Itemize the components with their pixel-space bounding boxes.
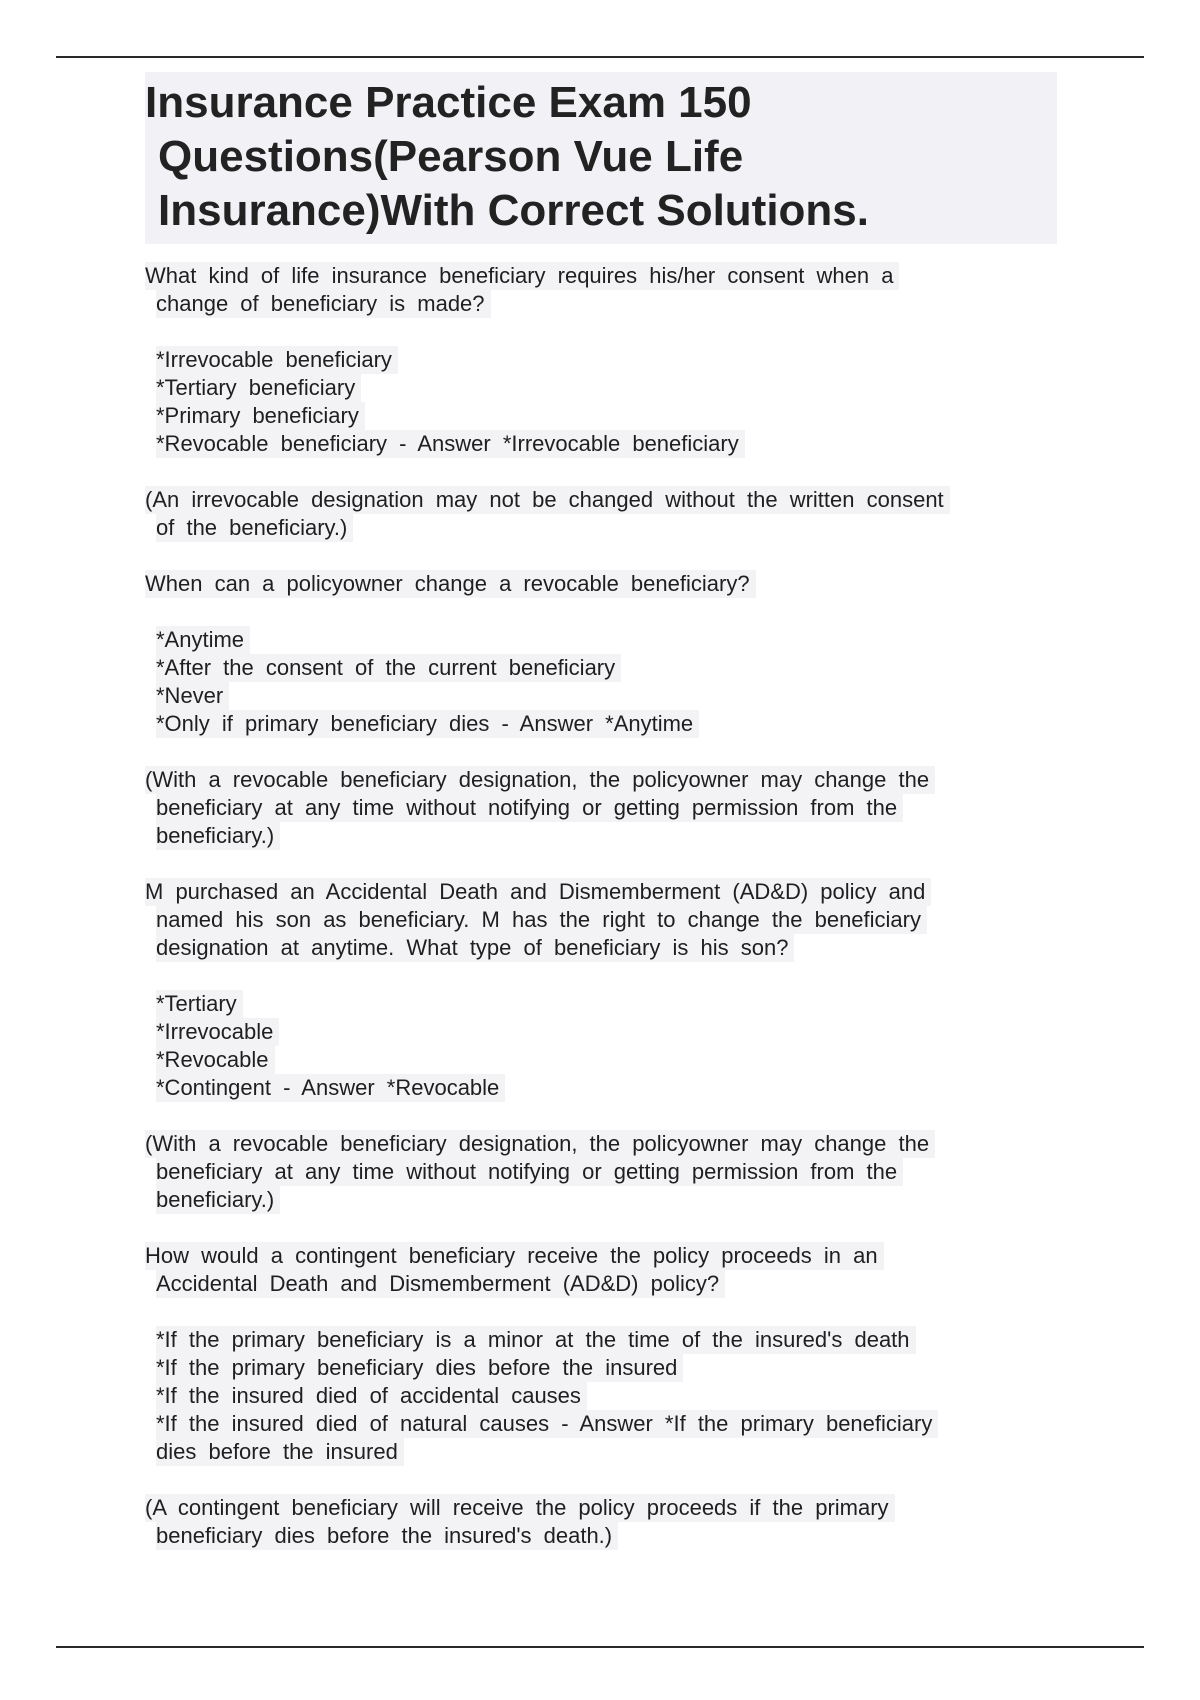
options-text: *If the primary beneficiary dies before the insured <box>156 1354 683 1382</box>
options-text: *If the primary beneficiary is a minor at the time of the insured's death <box>156 1326 916 1354</box>
explanation-text: (With a revocable beneficiary designation, the policyowner may change the <box>145 766 935 794</box>
explanation-text: beneficiary.) <box>156 822 280 850</box>
options-block <box>145 1326 1045 1466</box>
options-text: *Tertiary beneficiary <box>156 374 361 402</box>
explanation-line <box>145 1130 1045 1158</box>
options-line <box>145 1410 1045 1438</box>
explanation-text: (A contingent beneficiary will receive the policy proceeds if the primary <box>145 1494 895 1522</box>
options-line <box>145 1382 1045 1410</box>
options-line <box>145 710 1045 738</box>
explanation-line <box>145 766 1045 794</box>
question-text: Accidental Death and Dismemberment (AD&D) policy? <box>156 1270 725 1298</box>
options-text: *Contingent - Answer *Revocable <box>156 1074 505 1102</box>
options-text: *Revocable <box>156 1046 275 1074</box>
options-line <box>145 654 1045 682</box>
explanation-text: beneficiary at any time without notifying or getting permission from the <box>156 794 903 822</box>
explanation-text: of the beneficiary.) <box>156 514 353 542</box>
question-text: designation at anytime. What type of beneficiary is his son? <box>156 934 794 962</box>
options-line <box>145 430 1045 458</box>
options-text: *If the insured died of natural causes - Answer *If the primary beneficiary <box>156 1410 938 1438</box>
question-block <box>145 262 1045 318</box>
question-text: What kind of life insurance beneficiary requires his/her consent when a <box>145 262 899 290</box>
options-text: *Only if primary beneficiary dies - Answer *Anytime <box>156 710 699 738</box>
options-line <box>145 1438 1045 1466</box>
explanation-block <box>145 486 1045 542</box>
question-line <box>145 934 1045 962</box>
top-rule <box>56 56 1144 58</box>
explanation-text: (With a revocable beneficiary designation, the policyowner may change the <box>145 1130 935 1158</box>
options-text: *Irrevocable <box>156 1018 279 1046</box>
explanation-block <box>145 1130 1045 1214</box>
options-text: *Tertiary <box>156 990 243 1018</box>
explanation-line <box>145 1494 1045 1522</box>
explanation-text: beneficiary at any time without notifying or getting permission from the <box>156 1158 903 1186</box>
options-line <box>145 1326 1045 1354</box>
bottom-rule <box>56 1646 1144 1648</box>
explanation-line <box>145 486 1045 514</box>
explanation-line <box>145 1522 1045 1550</box>
question-text: When can a policyowner change a revocable beneficiary? <box>145 570 756 598</box>
explanation-text: beneficiary.) <box>156 1186 280 1214</box>
explanation-line <box>145 822 1045 850</box>
explanation-text: beneficiary dies before the insured's death.) <box>156 1522 618 1550</box>
options-text: dies before the insured <box>156 1438 404 1466</box>
options-line <box>145 1018 1045 1046</box>
question-block <box>145 570 1045 598</box>
question-block <box>145 1242 1045 1298</box>
options-line <box>145 374 1045 402</box>
explanation-line <box>145 514 1045 542</box>
question-line <box>145 878 1045 906</box>
title-line: Questions(Pearson Vue Life <box>158 132 744 181</box>
question-line <box>145 1242 1045 1270</box>
title-line: Insurance)With Correct Solutions. <box>158 186 870 235</box>
options-line <box>145 682 1045 710</box>
options-text: *Revocable beneficiary - Answer *Irrevocable beneficiary <box>156 430 745 458</box>
question-line <box>145 262 1045 290</box>
options-block <box>145 990 1045 1102</box>
options-line <box>145 626 1045 654</box>
question-text: named his son as beneficiary. M has the right to change the beneficiary <box>156 906 927 934</box>
explanation-line <box>145 1158 1045 1186</box>
options-line <box>145 990 1045 1018</box>
question-text: change of beneficiary is made? <box>156 290 491 318</box>
options-block <box>145 626 1045 738</box>
title-line: Insurance Practice Exam 150 <box>145 78 752 127</box>
explanation-text: (An irrevocable designation may not be changed without the written consent <box>145 486 950 514</box>
explanation-line <box>145 1186 1045 1214</box>
explanation-block <box>145 1494 1045 1550</box>
options-text: *Never <box>156 682 229 710</box>
document-title <box>145 76 1057 238</box>
question-text: M purchased an Accidental Death and Dismemberment (AD&D) policy and <box>145 878 931 906</box>
options-text: *After the consent of the current beneficiary <box>156 654 621 682</box>
explanation-line <box>145 794 1045 822</box>
question-line <box>145 290 1045 318</box>
options-line <box>145 1074 1045 1102</box>
options-text: *Primary beneficiary <box>156 402 365 430</box>
question-block <box>145 878 1045 962</box>
options-text: *Anytime <box>156 626 250 654</box>
document-body <box>145 262 1045 1578</box>
document-title-block <box>145 72 1057 244</box>
options-line <box>145 1354 1045 1382</box>
options-block <box>145 346 1045 458</box>
question-line <box>145 906 1045 934</box>
question-line <box>145 1270 1045 1298</box>
options-line <box>145 346 1045 374</box>
question-text: How would a contingent beneficiary receive the policy proceeds in an <box>145 1242 884 1270</box>
options-line <box>145 1046 1045 1074</box>
options-text: *Irrevocable beneficiary <box>156 346 398 374</box>
question-line <box>145 570 1045 598</box>
options-text: *If the insured died of accidental causes <box>156 1382 587 1410</box>
explanation-block <box>145 766 1045 850</box>
options-line <box>145 402 1045 430</box>
